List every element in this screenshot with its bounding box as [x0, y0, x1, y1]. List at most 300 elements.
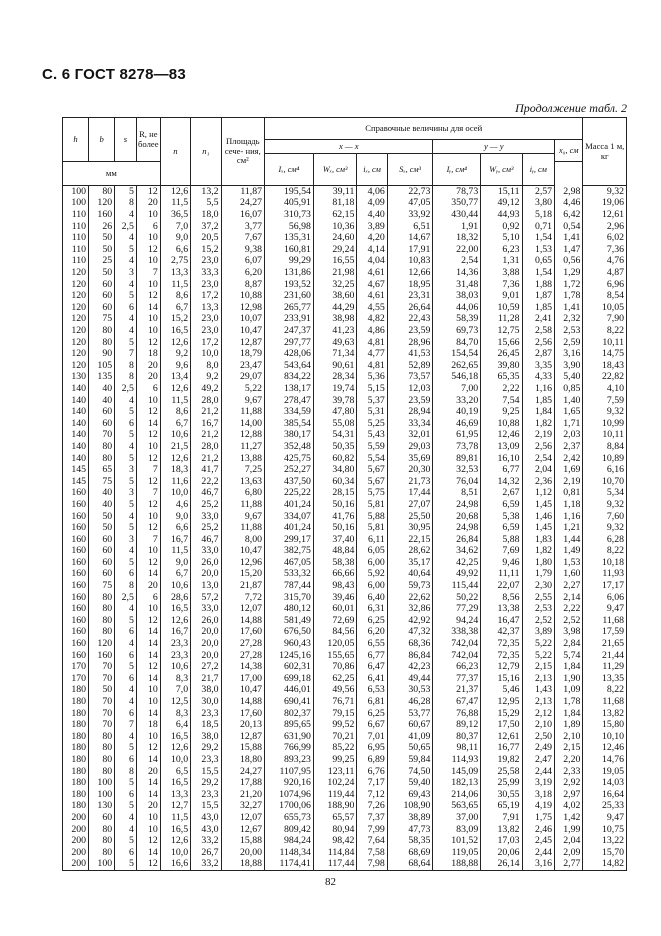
table-cell: 10,36 [313, 221, 356, 233]
table-cell: 9,47 [583, 603, 627, 615]
table-cell: 140 [63, 406, 89, 418]
table-cell: 160 [63, 557, 89, 569]
table-row [63, 708, 627, 720]
table-cell: 10,59 [481, 302, 522, 314]
table-cell: 71,34 [313, 348, 356, 360]
table-row [63, 198, 627, 210]
table-cell: 50,16 [313, 499, 356, 511]
table-cell: 180 [63, 719, 89, 731]
table-cell: 11,27 [221, 441, 264, 453]
table-cell: 18,5 [191, 719, 221, 731]
table-cell: 25,33 [583, 800, 627, 812]
table-cell: 20,13 [221, 719, 264, 731]
table-cell: 11,88 [221, 406, 264, 418]
table-cell: 19,06 [583, 198, 627, 210]
table-cell: 1,84 [522, 406, 555, 418]
table-cell: 6,67 [357, 719, 387, 731]
table-cell: 5,40 [555, 372, 583, 384]
table-row [63, 314, 627, 326]
table-cell: 10,0 [160, 487, 190, 499]
table-cell: 14,88 [221, 615, 264, 627]
table-cell: 893,23 [265, 754, 314, 766]
table-cell: 6,41 [357, 673, 387, 685]
table-cell: 20 [136, 766, 160, 778]
table-cell: 8,22 [583, 545, 627, 557]
table-cell: 310,73 [265, 209, 314, 221]
table-cell: 4,81 [357, 337, 387, 349]
table-cell: 1,99 [555, 824, 583, 836]
table-cell: 9,2 [191, 372, 221, 384]
table-cell: 5,18 [522, 209, 555, 221]
table-cell: 5,38 [481, 511, 522, 523]
table-cell: 4 [115, 395, 137, 407]
table-cell: 3,18 [522, 789, 555, 801]
table-row [63, 441, 627, 453]
table-cell: 69,43 [387, 789, 433, 801]
table-cell: 10 [136, 731, 160, 743]
table-cell: 1,45 [522, 522, 555, 534]
table-cell: 10 [136, 824, 160, 836]
table-cell: 13,82 [583, 708, 627, 720]
document-header: С. 6 ГОСТ 8278—83 [42, 66, 186, 83]
table-cell: 42,37 [481, 627, 522, 639]
table-cell: 2,5 [115, 221, 137, 233]
table-cell: 160 [63, 522, 89, 534]
table-cell: 5 [115, 557, 137, 569]
table-cell: 18,0 [191, 209, 221, 221]
table-cell: 4 [115, 731, 137, 743]
table-cell: 12 [136, 661, 160, 673]
table-cell: 98,11 [433, 743, 481, 755]
table-row [63, 383, 627, 395]
table-cell: 120 [63, 337, 89, 349]
table-cell: 60 [89, 418, 115, 430]
table-cell: 61,95 [433, 429, 481, 441]
table-cell: 60 [89, 406, 115, 418]
table-cell: 47,80 [313, 406, 356, 418]
table-cell: 72,35 [481, 650, 522, 662]
table-row [63, 279, 627, 291]
table-cell: 21,98 [313, 267, 356, 279]
table-cell: 4,33 [522, 372, 555, 384]
table-cell: 62,15 [313, 209, 356, 221]
table-cell: 4,86 [357, 325, 387, 337]
table-cell: 68,69 [387, 847, 433, 859]
table-cell: 160 [63, 580, 89, 592]
table-cell: 2,54 [433, 256, 481, 268]
table-cell: 41,53 [387, 348, 433, 360]
table-cell: 20,00 [221, 847, 264, 859]
table-cell: 6,53 [357, 685, 387, 697]
table-cell: 15,2 [160, 314, 190, 326]
table-cell: 10 [136, 696, 160, 708]
table-cell: 13,22 [583, 835, 627, 847]
table-cell: 1,29 [555, 267, 583, 279]
table-cell: 12,46 [481, 429, 522, 441]
table-cell: 40 [89, 383, 115, 395]
table-cell: 17,88 [221, 777, 264, 789]
table-cell: 15,5 [191, 766, 221, 778]
table-cell: 7,36 [481, 279, 522, 291]
table-cell: 6,6 [160, 522, 190, 534]
table-cell: 89,12 [433, 719, 481, 731]
table-cell: 4,46 [555, 198, 583, 210]
table-cell: 140 [63, 395, 89, 407]
table-cell: 4 [115, 232, 137, 244]
table-cell: 35,17 [387, 557, 433, 569]
table-cell: 12 [136, 476, 160, 488]
table-cell: 114,84 [313, 847, 356, 859]
table-cell: 40 [89, 395, 115, 407]
table-cell: 6 [136, 592, 160, 604]
col-header-mass: Масса 1 м, кг [583, 118, 627, 186]
table-cell: 160 [63, 511, 89, 523]
table-cell: 9,38 [221, 244, 264, 256]
table-cell: 16,77 [481, 743, 522, 755]
table-cell: 7 [136, 534, 160, 546]
table-cell: 11,5 [160, 812, 190, 824]
col-header-units-mm: мм [63, 162, 161, 186]
table-cell: 214,06 [433, 789, 481, 801]
table-cell: 297,77 [265, 337, 314, 349]
table-cell: 1,89 [555, 719, 583, 731]
table-cell: 25,2 [191, 522, 221, 534]
table-cell: 130 [89, 800, 115, 812]
table-cell: 28,34 [313, 372, 356, 384]
table-cell: 9,46 [481, 557, 522, 569]
table-cell: 60 [89, 534, 115, 546]
table-cell: 12,95 [481, 696, 522, 708]
table-cell: 17,44 [387, 487, 433, 499]
table-cell: 7,17 [357, 777, 387, 789]
table-cell: 20,06 [481, 847, 522, 859]
table-cell: 2,09 [555, 847, 583, 859]
table-cell: 6 [115, 708, 137, 720]
table-cell: 21,2 [191, 406, 221, 418]
table-cell: 315,70 [265, 592, 314, 604]
table-cell: 3,19 [522, 777, 555, 789]
table-cell: 17,2 [191, 337, 221, 349]
table-cell: 21,5 [160, 441, 190, 453]
table-cell: 140 [63, 429, 89, 441]
table-cell: 5 [115, 406, 137, 418]
table-cell: 23,0 [191, 256, 221, 268]
table-cell: 13,38 [481, 603, 522, 615]
table-cell: 84,56 [313, 627, 356, 639]
table-row [63, 360, 627, 372]
table-cell: 57,2 [191, 592, 221, 604]
table-cell: 120 [63, 267, 89, 279]
table-cell: 23,3 [160, 638, 190, 650]
table-cell: 182,13 [433, 777, 481, 789]
table-row [63, 580, 627, 592]
table-cell: 80 [89, 592, 115, 604]
table-cell: 1,49 [555, 545, 583, 557]
table-cell: 5,92 [357, 569, 387, 581]
table-cell: 6,5 [160, 766, 190, 778]
table-cell: 20 [136, 360, 160, 372]
table-cell: 742,04 [433, 650, 481, 662]
table-cell: 8 [115, 766, 137, 778]
table-cell: 80 [89, 325, 115, 337]
table-cell: 23,3 [160, 650, 190, 662]
table-cell: 59,73 [387, 580, 433, 592]
table-row [63, 800, 627, 812]
table-cell: 49,56 [313, 685, 356, 697]
table-cell: 81,18 [313, 198, 356, 210]
table-cell: 180 [63, 800, 89, 812]
table-cell: 12,6 [160, 337, 190, 349]
table-cell: 29,2 [191, 743, 221, 755]
table-cell: 105 [89, 360, 115, 372]
table-cell: 4 [115, 279, 137, 291]
table-cell: 16,5 [160, 325, 190, 337]
table-cell: 18,3 [160, 464, 190, 476]
table-cell: 21,73 [387, 476, 433, 488]
table-cell: 110 [63, 209, 89, 221]
table-cell: 5,10 [481, 232, 522, 244]
table-cell: 5,22 [522, 650, 555, 662]
table-cell: 1,53 [555, 557, 583, 569]
table-cell: 12 [136, 835, 160, 847]
table-cell: 200 [63, 812, 89, 824]
table-cell: 6,31 [357, 603, 387, 615]
table-cell: 2,15 [555, 743, 583, 755]
table-cell: 4,61 [357, 290, 387, 302]
table-cell: 10,10 [583, 731, 627, 743]
table-cell: 29,2 [191, 777, 221, 789]
table-cell: 15,29 [481, 708, 522, 720]
table-cell: 188,90 [313, 800, 356, 812]
table-cell: 60 [89, 279, 115, 291]
table-cell: 14 [136, 847, 160, 859]
table-cell: 60 [89, 290, 115, 302]
table-cell: 12,87 [221, 337, 264, 349]
col-header-axis-yy: y — y [433, 140, 555, 154]
table-cell: 50,22 [433, 592, 481, 604]
table-cell: 2,30 [522, 580, 555, 592]
table-cell: 58,39 [433, 314, 481, 326]
table-cell: 1,80 [522, 557, 555, 569]
table-cell: 50 [89, 267, 115, 279]
table-cell: 8 [115, 580, 137, 592]
table-cell: 20,0 [191, 569, 221, 581]
table-cell: 180 [63, 789, 89, 801]
table-cell: 7 [115, 719, 137, 731]
table-cell: 195,54 [265, 186, 314, 198]
table-cell: 2,56 [522, 337, 555, 349]
table-cell: 10 [136, 511, 160, 523]
table-row [63, 835, 627, 847]
table-cell: 2,20 [555, 754, 583, 766]
table-cell: 80 [89, 337, 115, 349]
table-cell: 3,89 [357, 221, 387, 233]
table-cell: 1700,06 [265, 800, 314, 812]
table-cell: 7,91 [481, 812, 522, 824]
table-cell: 55,08 [313, 418, 356, 430]
table-row [63, 743, 627, 755]
table-cell: 7,0 [160, 221, 190, 233]
table-row [63, 453, 627, 465]
table-cell: 23,0 [191, 279, 221, 291]
table-cell: 631,90 [265, 731, 314, 743]
table-cell: 21,7 [191, 673, 221, 685]
table-row [63, 627, 627, 639]
table-cell: 60,34 [313, 476, 356, 488]
table-cell: 14,00 [221, 418, 264, 430]
table-cell: 27,28 [221, 650, 264, 662]
table-cell: 4 [115, 325, 137, 337]
table-cell: 7,01 [357, 731, 387, 743]
table-cell: 9,0 [160, 232, 190, 244]
table-cell: 110 [63, 256, 89, 268]
col-header-x0: x₀, см [555, 140, 583, 162]
table-cell: 5,37 [357, 395, 387, 407]
table-cell: 12 [136, 743, 160, 755]
table-cell: 6,6 [160, 244, 190, 256]
table-cell: 15,70 [583, 847, 627, 859]
table-cell: 4,82 [357, 314, 387, 326]
table-cell: 12 [136, 499, 160, 511]
table-cell: 38,89 [387, 812, 433, 824]
table-cell: 13,3 [160, 267, 190, 279]
table-cell: 2,14 [555, 592, 583, 604]
table-cell: 2,42 [555, 453, 583, 465]
table-cell: 130 [63, 372, 89, 384]
table-cell: 6,00 [357, 580, 387, 592]
table-cell: 23,0 [191, 325, 221, 337]
table-cell: 2,5 [115, 592, 137, 604]
table-cell: 119,44 [313, 789, 356, 801]
table-cell: 7,69 [481, 545, 522, 557]
table-cell: 16,10 [481, 453, 522, 465]
table-cell: 5,34 [583, 487, 627, 499]
table-cell: 80 [89, 754, 115, 766]
table-cell: 7,00 [433, 383, 481, 395]
table-cell: 5 [115, 290, 137, 302]
table-cell: 24,27 [221, 766, 264, 778]
table-cell: 5,74 [555, 650, 583, 662]
table-cell: 160 [63, 615, 89, 627]
table-cell: 12,6 [160, 615, 190, 627]
table-row [63, 302, 627, 314]
table-cell: 5 [115, 453, 137, 465]
table-cell: 46,69 [433, 418, 481, 430]
table-cell: 21,20 [221, 789, 264, 801]
table-cell: 895,65 [265, 719, 314, 731]
table-cell: 6,81 [357, 696, 387, 708]
table-cell: 766,99 [265, 743, 314, 755]
table-cell: 193,52 [265, 279, 314, 291]
table-cell: 11,88 [221, 499, 264, 511]
table-cell: 80 [89, 835, 115, 847]
table-row [63, 638, 627, 650]
table-cell: 6 [115, 754, 137, 766]
table-cell: 6 [136, 221, 160, 233]
table-cell: 1,87 [522, 290, 555, 302]
table-cell: 425,75 [265, 453, 314, 465]
table-cell: 19,05 [583, 766, 627, 778]
table-cell: 11,88 [221, 522, 264, 534]
table-cell: 7,60 [583, 511, 627, 523]
table-cell: 6,02 [583, 232, 627, 244]
table-cell: 428,06 [265, 348, 314, 360]
table-cell: 73,78 [433, 441, 481, 453]
table-cell: 12,46 [583, 743, 627, 755]
table-row [63, 812, 627, 824]
table-cell: 10,6 [160, 580, 190, 592]
table-cell: 33,0 [191, 511, 221, 523]
table-cell: 2,33 [555, 766, 583, 778]
table-cell: 10 [136, 603, 160, 615]
table-cell: 37,00 [433, 812, 481, 824]
table-cell: 5,22 [522, 638, 555, 650]
table-cell: 30,0 [191, 696, 221, 708]
table-cell: 920,16 [265, 777, 314, 789]
table-cell: 2,36 [522, 476, 555, 488]
table-cell: 70 [89, 661, 115, 673]
table-cell: 2,10 [555, 731, 583, 743]
table-cell: 742,04 [433, 638, 481, 650]
table-cell: 6 [115, 569, 137, 581]
table-cell: 65,19 [481, 800, 522, 812]
col-header-area: Площадь сече- ния, см² [221, 118, 264, 186]
table-row [63, 209, 627, 221]
col-header-axis-xx: x — x [265, 140, 433, 154]
table-cell: 24,98 [433, 499, 481, 511]
table-cell: 1,16 [522, 383, 555, 395]
table-cell: 28,6 [160, 592, 190, 604]
table-cell: 5,67 [357, 476, 387, 488]
table-cell: 77,29 [433, 603, 481, 615]
table-cell: 6,80 [221, 487, 264, 499]
table-cell: 50,35 [313, 441, 356, 453]
table-cell: 1,45 [522, 499, 555, 511]
table-cell: 7,12 [357, 789, 387, 801]
table-cell: 180 [63, 766, 89, 778]
table-cell: 19,74 [313, 383, 356, 395]
table-cell: 1,82 [522, 545, 555, 557]
table-row [63, 325, 627, 337]
table-cell: 2,37 [555, 441, 583, 453]
table-cell: 1,16 [555, 511, 583, 523]
table-cell: 8 [115, 360, 137, 372]
table-cell: 10 [136, 812, 160, 824]
table-cell: 25,58 [481, 766, 522, 778]
table-cell: 73,57 [387, 372, 433, 384]
table-cell: 8,00 [221, 534, 264, 546]
table-cell: 80 [89, 603, 115, 615]
table-cell: 1107,95 [265, 766, 314, 778]
table-cell: 25,2 [191, 499, 221, 511]
col-header-ix-moment: Iₓ, см⁴ [265, 154, 314, 186]
table-cell: 75 [89, 476, 115, 488]
table-cell: 5 [115, 743, 137, 755]
table-cell: 1,85 [522, 302, 555, 314]
table-cell: 5,46 [481, 685, 522, 697]
table-cell: 802,37 [265, 708, 314, 720]
table-cell: 13,4 [160, 372, 190, 384]
table-cell: 41,23 [313, 325, 356, 337]
table-cell: 11,68 [583, 696, 627, 708]
table-cell: 49,2 [191, 383, 221, 395]
table-cell: 23,59 [387, 395, 433, 407]
table-cell: 12,66 [387, 267, 433, 279]
table-cell: 14 [136, 754, 160, 766]
table-cell: 80,94 [313, 824, 356, 836]
table-cell: 9,6 [160, 360, 190, 372]
table-cell: 10,11 [583, 337, 627, 349]
